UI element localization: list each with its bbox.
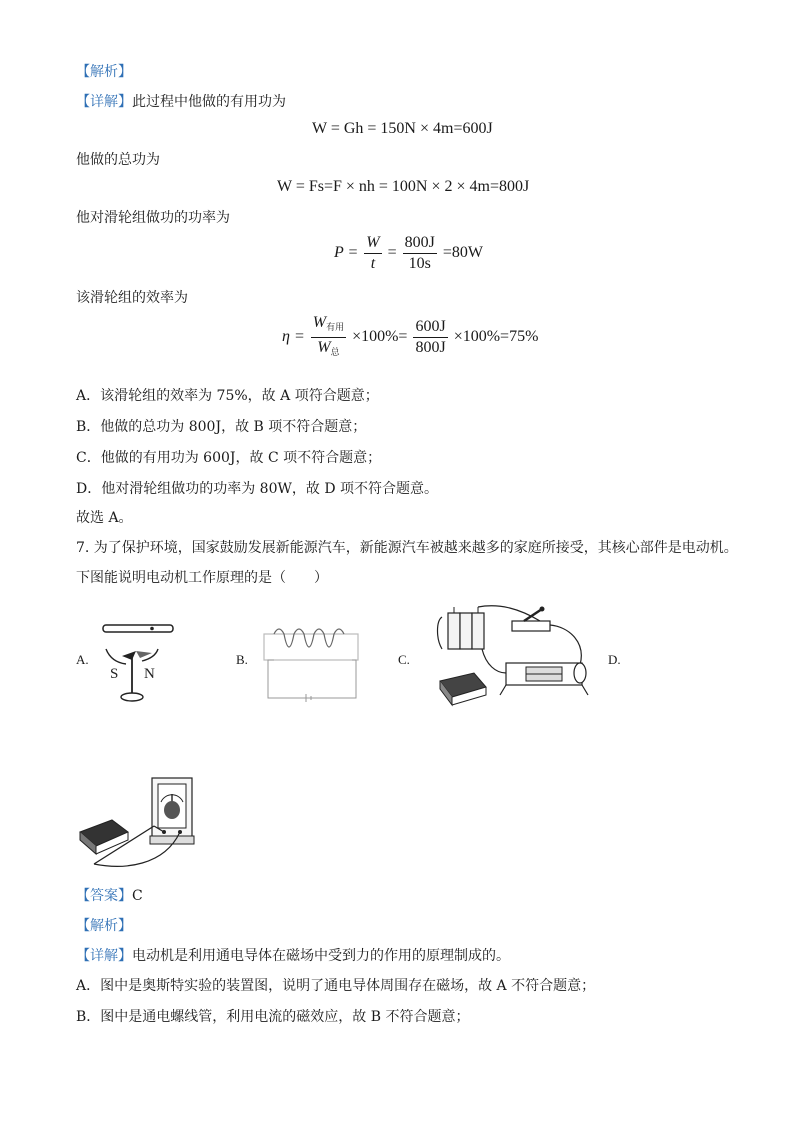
fraction-600j-over-800j [413,318,447,357]
efficiency-lhs: η = [282,328,305,346]
option-b-explanation: B．图中是通电螺线管，利用电流的磁效应，故 B 不符合题意； [76,1009,470,1025]
equals-sign: = [387,244,397,262]
detail-paragraph-2 [76,946,510,966]
question-7-stem: 7. 为了保护环境，国家鼓励发展新能源汽车，新能源汽车被越来越多的家庭所接受，其核心部件是电动机。 [76,540,738,556]
detail-text-2: 电动机是利用通电导体在磁场中受到力的作用的原理制成的。 [132,948,510,964]
fraction-denominator: t [370,255,376,272]
equation-useful-work: W = Gh = 150N × 4m=600J [312,120,493,137]
detail-text: 此过程中他做的有用功为 [132,94,286,110]
efficiency-mid: ×100%= [352,328,408,346]
analysis-tag-2: 【解析】 [76,918,132,934]
fraction-800j-over-10s [403,234,437,273]
figure-d-label: D. [608,652,621,667]
option-a-explanation: A．图中是奥斯特实验的装置图，说明了通电导体周围存在磁场，故 A 不符合题意； [76,978,596,994]
fraction-numerator: 800J [403,234,437,254]
option-b-analysis: B．他做的总功为 800J，故 B 项不符合题意； [76,419,367,435]
fraction-denominator: $W_总$ [317,339,340,357]
equation-total-work: W = Fs=F × nh = 100N × 2 × 4m=800J [277,178,530,195]
north-pole-label: N [144,666,155,682]
efficiency-result: ×100%=75% [453,328,539,346]
efficiency-intro: 该滑轮组的效率为 [76,290,188,306]
electromagnetic-induction-apparatus-icon [74,774,199,872]
figure-a-label: A. [76,652,89,667]
detail-tag-2: 【详解】 [76,948,132,964]
question-7-prompt: 下图能说明电动机工作原理的是（ ） [76,570,328,586]
answer-tag: 【答案】 [76,888,132,904]
answer-value: C [132,888,143,904]
detail-tag: 【详解】 [76,94,132,110]
option-a-analysis: A．该滑轮组的效率为 75%，故 A 项符合题意； [76,388,379,404]
fraction-w-over-t [364,234,381,273]
figure-c-motor-circuit [430,603,595,711]
fraction-useful-over-total [311,314,346,361]
detail-paragraph [76,92,286,112]
power-result: =80W [442,244,483,262]
figure-b-label: B. [236,652,248,667]
solenoid-circuit-icon [256,620,366,705]
figure-c-label: C. [398,652,410,667]
figure-b-solenoid [256,620,366,705]
equation-efficiency [282,314,538,361]
motor-principle-apparatus-icon [430,603,595,711]
fraction-denominator: 10s [408,255,431,272]
power-lhs: P = [334,244,359,262]
figure-a-oersted [96,615,186,710]
power-intro: 他对滑轮组做功的功率为 [76,210,230,226]
fraction-denominator: 800J [415,339,446,356]
answer-line [76,886,143,906]
option-c-analysis: C．他做的有用功为 600J，故 C 项不符合题意； [76,450,382,466]
fraction-numerator: $W_{有用}$ [311,314,346,338]
figure-d-galvanometer [74,774,199,872]
choice-conclusion: 故选 A。 [76,510,133,526]
option-d-analysis: D．他对滑轮组做功的功率为 80W，故 D 项不符合题意。 [76,481,439,497]
equation-power [334,234,483,273]
oersted-experiment-icon [96,615,186,710]
south-pole-label: S [110,666,119,682]
fraction-numerator: 600J [413,318,447,338]
fraction-numerator: W [364,234,381,254]
total-work-intro: 他做的总功为 [76,152,160,168]
analysis-tag: 【解析】 [76,64,132,80]
